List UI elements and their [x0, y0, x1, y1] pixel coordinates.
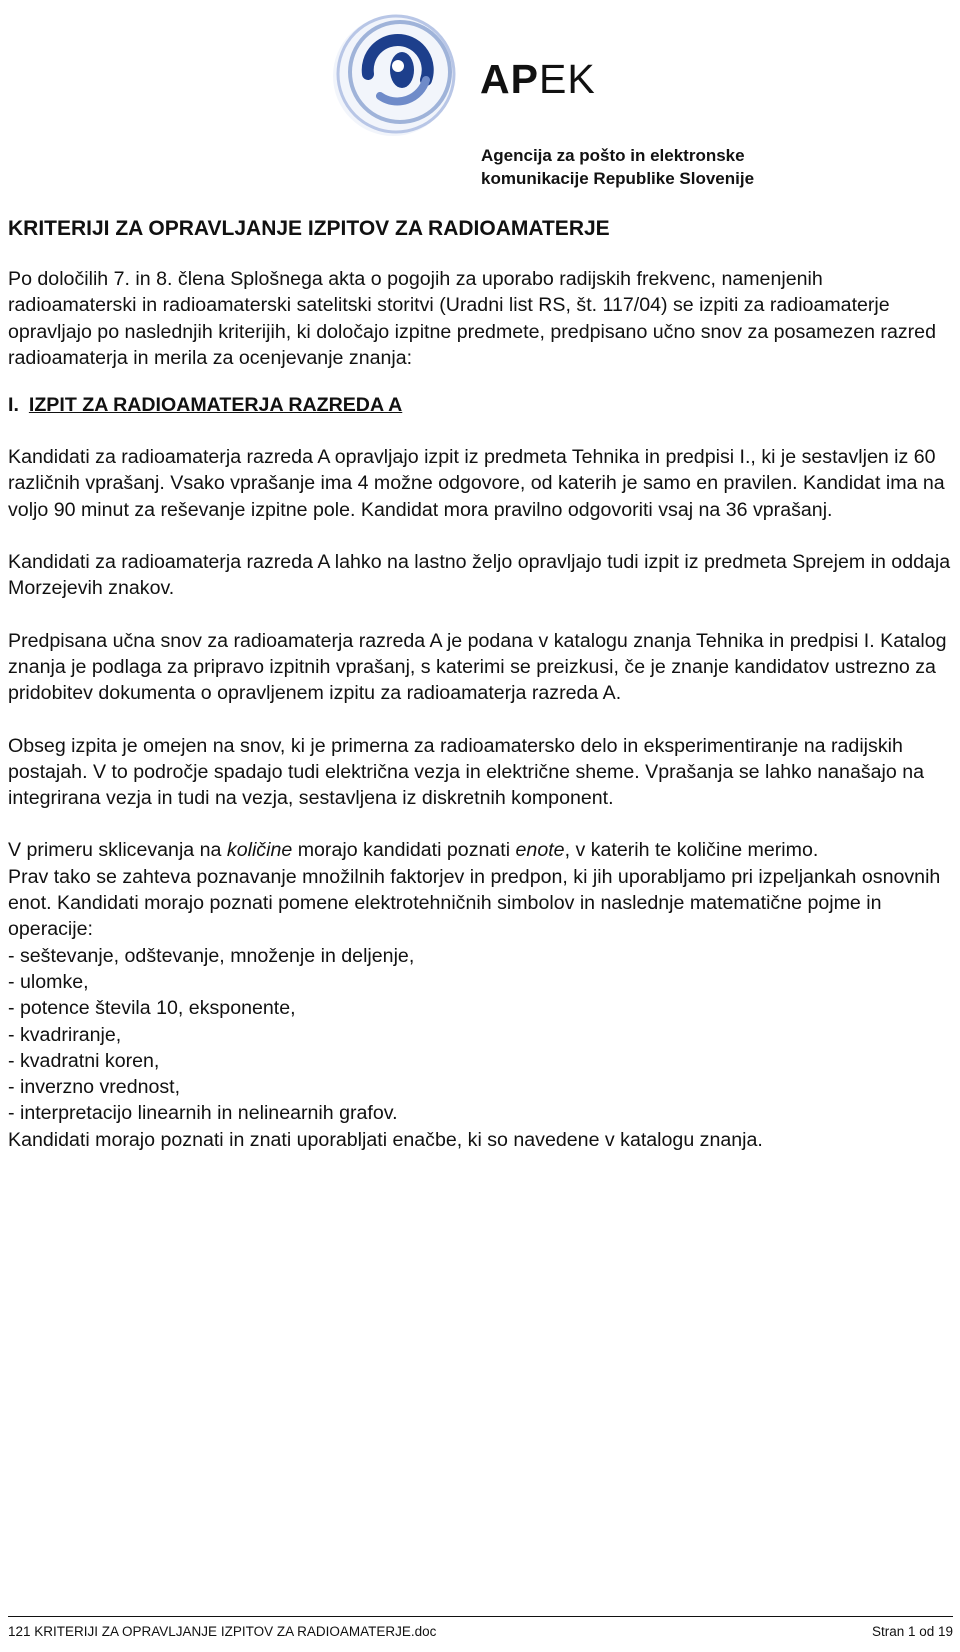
paragraph-scope: Obseg izpita je omejen na snov, ki je primerna za radioamatersko delo in eksperimentiranje na radijskih postajah. V to področje spadajo tudi električna vezja in električne sheme. Vprašanja se lahko nanašajo na integrirana vezja in tudi na vezja, sestavljena iz diskretnih komponent. — [8, 734, 925, 810]
paragraph-syllabus: Predpisana učna snov za radioamaterja razreda A je podana v katalogu znanja Tehnika in predpisi I. Katalog znanja je podlaga za pripravo izpitnih vprašanj, s katerimi se preizkusi, če je znanje kandidatov ustrezno za pridobitev dokumenta o opravljenem izpitu za radioamaterja razreda A. — [8, 629, 947, 705]
agency-line-1: Agencija za pošto in elektronske — [481, 146, 745, 165]
paragraph-units — [8, 837, 953, 863]
document-body — [8, 208, 953, 1153]
section-number: I. — [8, 394, 19, 417]
intro-paragraph: Po določilih 7. in 8. člena Splošnega akta o pogojih za uporabo radijskih frekvenc, namenjenih radioamaterski in radioamaterski satelitski storitvi (Uradni list RS, št. 117/04) se izpiti za radioamaterje opravljajo po naslednjih kriterijih, ki določajo izpitne predmete, predpisano učno snov za posamezen razred radioamaterja in merila za ocenjevanje znanja: — [8, 268, 936, 369]
section-heading — [8, 392, 953, 418]
units-emphasis-units: enote — [515, 839, 565, 862]
list-item: - potence števila 10, eksponente, — [8, 997, 296, 1020]
units-text-a: V primeru sklicevanja na — [8, 839, 227, 862]
logo-text-bold: AP — [480, 56, 539, 102]
section-title: IZPIT ZA RADIOAMATERJA RAZREDA A — [28, 394, 403, 417]
agency-line-2: komunikacije Republike Slovenije — [481, 169, 755, 188]
apek-logo-mark-icon — [328, 4, 478, 144]
apek-logo-text — [480, 56, 596, 103]
document-title: KRITERIJI ZA OPRAVLJANJE IZPITOV ZA RADIOAMATERJE — [8, 217, 610, 240]
logo-text-light: EK — [538, 56, 596, 102]
units-text-b: morajo kandidati poznati — [292, 839, 516, 862]
paragraph-equations: Kandidati morajo poznati in znati uporabljati enačbe, ki so navedene v katalogu znanja. — [8, 1128, 763, 1151]
math-operations-list — [8, 943, 953, 1127]
list-item: - interpretacijo linearnih in nelinearnih grafov. — [8, 1102, 398, 1125]
list-item: - seštevanje, odštevanje, množenje in deljenje, — [8, 944, 415, 967]
list-item: - kvadratni koren, — [8, 1049, 160, 1072]
paragraph-prefixes: Prav tako se zahteva poznavanje množilnih faktorjev in predpon, ki jih uporabljamo pri izpeljankah osnovnih enot. Kandidati morajo poznati pomene elektrotehničnih simbolov in naslednje matematične pojme in operacije: — [8, 865, 941, 941]
list-item: - ulomke, — [8, 970, 89, 993]
list-item: - inverzno vrednost, — [8, 1076, 181, 1099]
apek-logo — [328, 4, 596, 144]
footer-filename: 121 KRITERIJI ZA OPRAVLJANJE IZPITOV ZA RADIOAMATERJE.doc — [8, 1624, 437, 1639]
footer-page-number: Stran 1 od 19 — [871, 1624, 953, 1639]
units-text-c: , v katerih te količine merimo. — [564, 839, 819, 862]
agency-name — [481, 144, 941, 190]
list-item: - kvadriranje, — [8, 1023, 122, 1046]
paragraph-exam-structure: Kandidati za radioamaterja razreda A opravljajo izpit iz predmeta Tehnika in predpisi I., ki je sestavljen iz 60 različnih vprašanj. Vsako vprašanje ima 4 možne odgovore, od katerih je samo en pravilen. Kandidat ima na voljo 90 minut za reševanje izpitne pole. Kandidat mora pravilno odgovoriti vsaj na 36 vprašanj. — [8, 446, 945, 521]
page-footer — [8, 1616, 953, 1639]
paragraph-morse: Kandidati za radioamaterja razreda A lahko na lastno željo opravljajo tudi izpit iz predmeta Sprejem in oddaja Morzejevih znakov. — [8, 551, 951, 600]
units-emphasis-quantities: količine — [226, 839, 293, 862]
